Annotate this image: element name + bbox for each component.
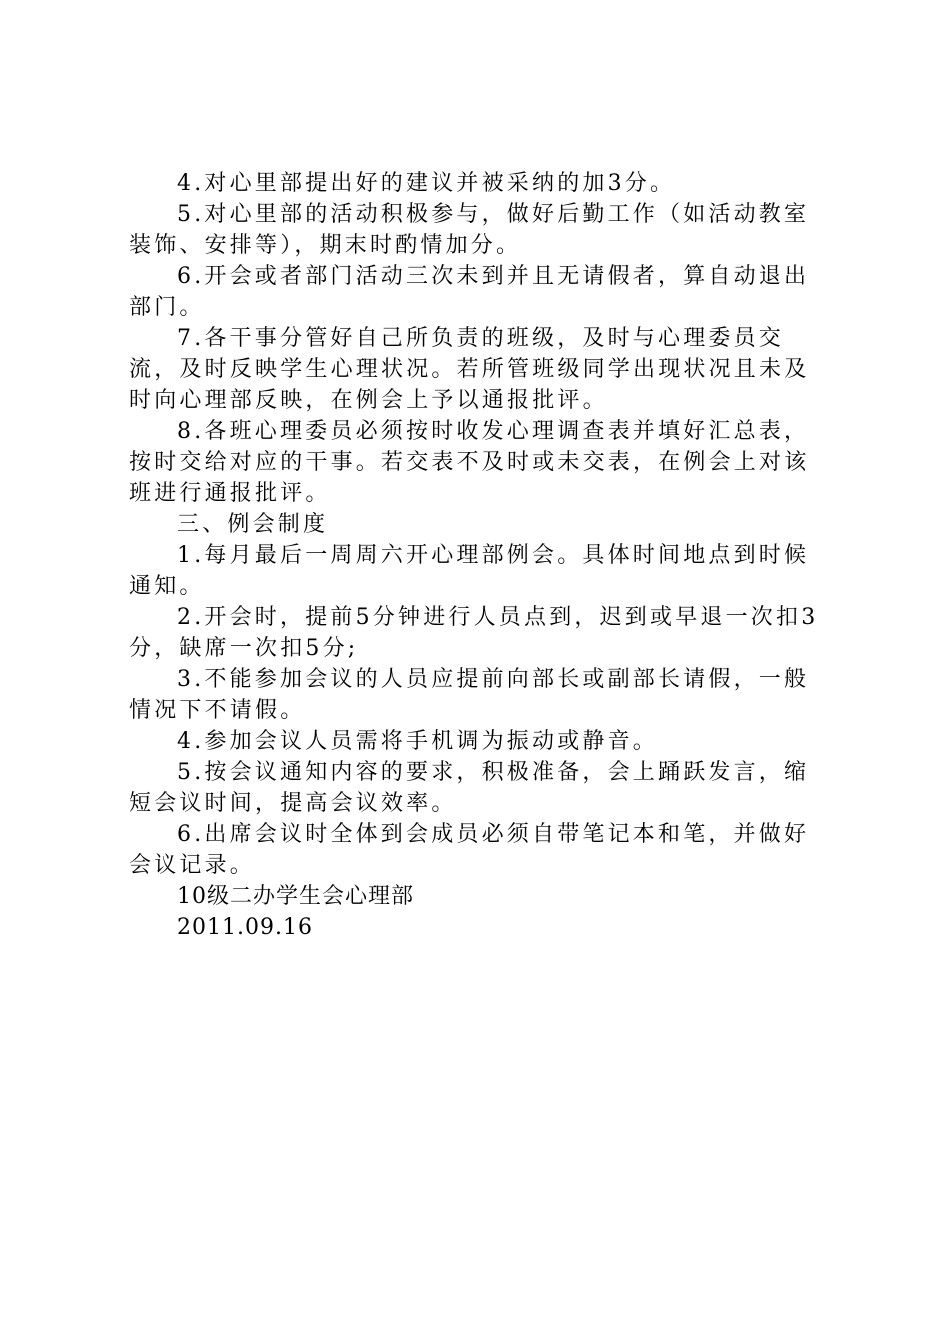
document-body: [129, 168, 831, 943]
rule-7-paragraph: 7.各干事分管好自己所负责的班级，及时与心理委员交流，及时反映学生心理状况。若所管班级同学出现状况且未及时向心理部反映，在例会上予以通报批评。: [129, 326, 810, 413]
signature-line: 10级二办学生会心理部: [177, 884, 414, 909]
meeting-rule-5-paragraph: 5.按会议通知内容的要求，积极准备，会上踊跃发言，缩短会议时间，提高会议效率。: [129, 760, 810, 816]
rule-5-paragraph: 5.对心里部的活动积极参与，做好后勤工作（如活动教室装饰、安排等），期末时酌情加分。: [129, 202, 810, 258]
meeting-rule-4-paragraph: 4.参加会议人员需将手机调为振动或静音。: [177, 729, 658, 754]
date-line: 2011.09.16: [177, 915, 313, 940]
section-heading-meeting-rules: 三、例会制度: [177, 512, 329, 537]
rule-8-paragraph: 8.各班心理委员必须按时收发心理调查表并填好汇总表，按时交给对应的干事。若交表不及时或未交表，在例会上对该班进行通报批评。: [129, 419, 810, 506]
meeting-rule-3-paragraph: 3.不能参加会议的人员应提前向部长或副部长请假，一般情况下不请假。: [129, 667, 810, 723]
meeting-rule-6-paragraph: 6.出席会议时全体到会成员必须自带笔记本和笔，并做好会议记录。: [129, 822, 810, 878]
meeting-rule-1-paragraph: 1.每月最后一周周六开心理部例会。具体时间地点到时候通知。: [129, 543, 810, 599]
meeting-rule-2-paragraph: 2.开会时，提前5分钟进行人员点到，迟到或早退一次扣3分，缺席一次扣5分;: [129, 605, 819, 661]
rule-6-paragraph: 6.开会或者部门活动三次未到并且无请假者，算自动退出部门。: [129, 264, 810, 320]
rule-4-paragraph: 4.对心里部提出好的建议并被采纳的加3分。: [177, 171, 676, 196]
